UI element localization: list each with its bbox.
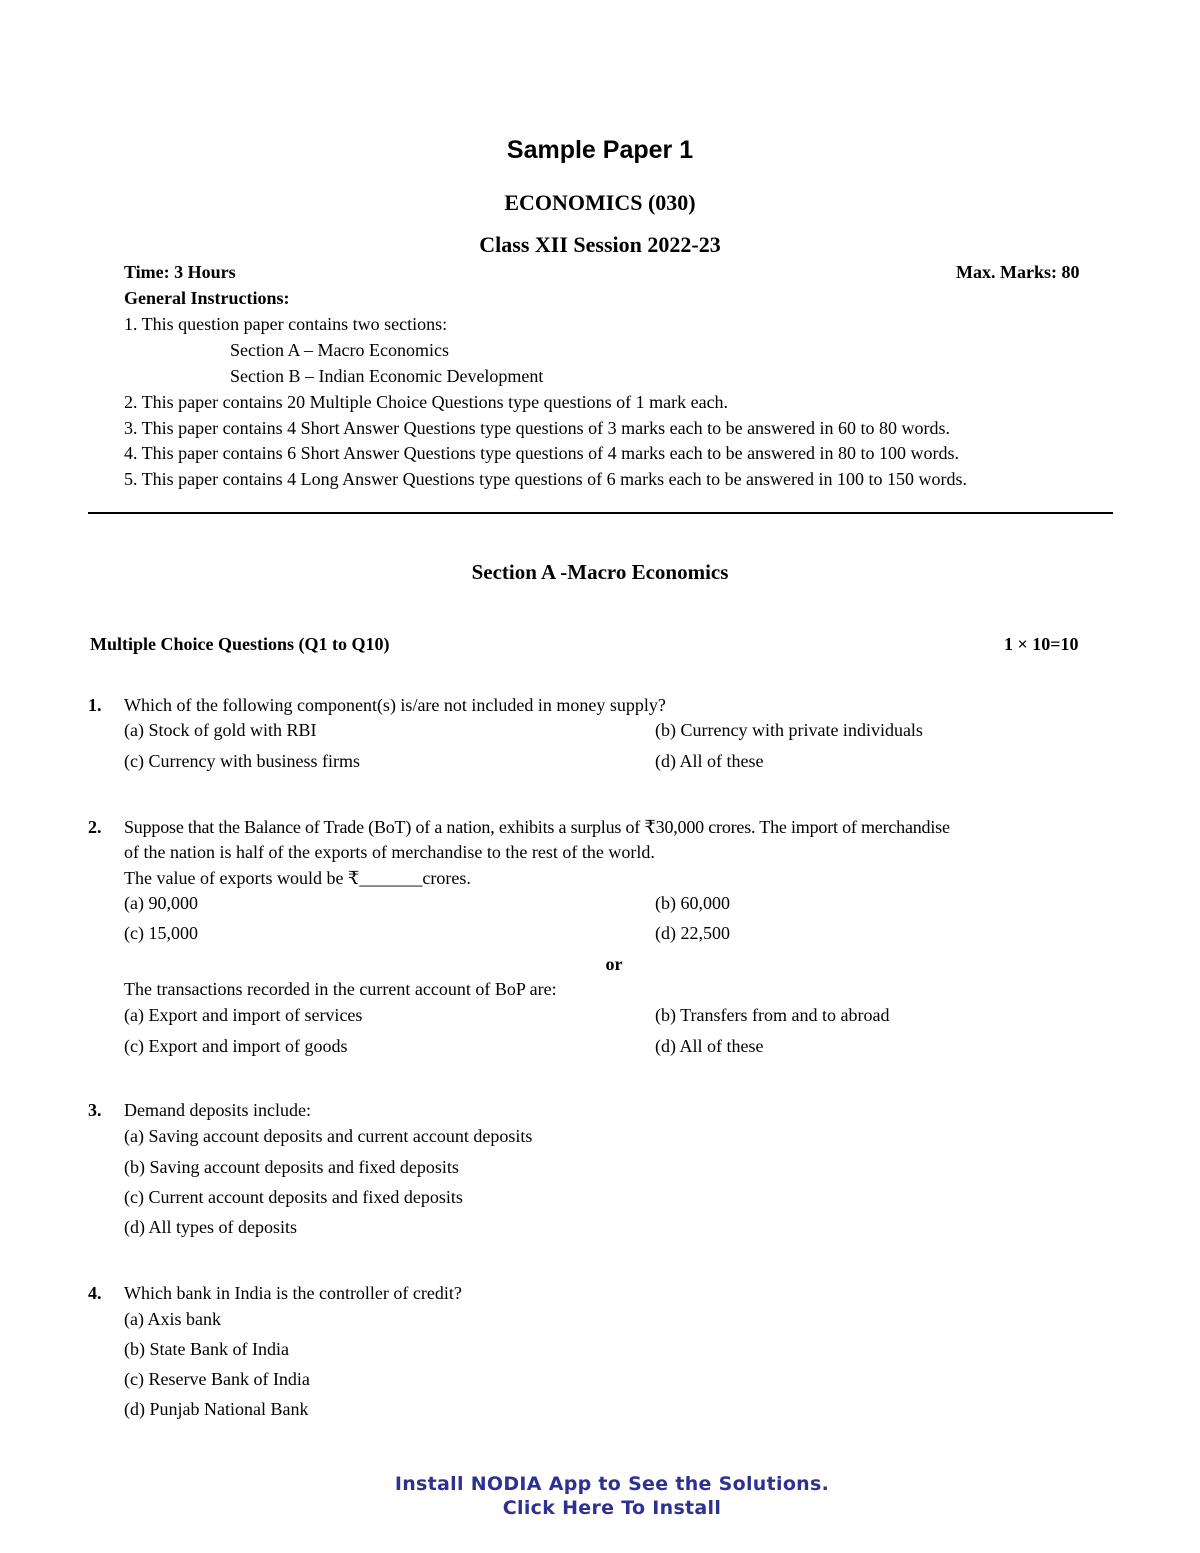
option: (a) Stock of gold with RBI <box>124 720 317 740</box>
mcq-marks: 1 × 10=10 <box>1004 634 1079 654</box>
instructions-heading: General Instructions: <box>124 288 290 308</box>
option: (d) All of these <box>655 751 764 771</box>
question-text: Which bank in India is the controller of credit? <box>124 1283 462 1303</box>
instruction-item: 5. This paper contains 4 Long Answer Questions type questions of 6 marks each to be answered in 100 to 150 words. <box>124 469 968 489</box>
or-separator: or <box>605 954 623 974</box>
option: (b) 60,000 <box>655 893 730 913</box>
option: (c) Export and import of goods <box>124 1036 348 1056</box>
instruction-item: Section A – Macro Economics <box>230 340 449 360</box>
option: (b) State Bank of India <box>124 1339 289 1359</box>
option: (c) Reserve Bank of India <box>124 1369 310 1389</box>
question-text: Which of the following component(s) is/are not included in money supply? <box>124 695 666 715</box>
option: (a) 90,000 <box>124 893 198 913</box>
option: (a) Saving account deposits and current account deposits <box>124 1126 533 1146</box>
option: (d) All of these <box>655 1036 764 1056</box>
paper-title: Sample Paper 1 <box>506 136 694 164</box>
section-title: Section A -Macro Economics <box>471 560 729 584</box>
option: (d) All types of deposits <box>124 1217 297 1237</box>
option: (b) Transfers from and to abroad <box>655 1005 890 1025</box>
divider-rule <box>88 512 1113 514</box>
instruction-item: 4. This paper contains 6 Short Answer Questions type questions of 4 marks each to be answered in 80 to 100 words. <box>124 443 960 463</box>
question-number: 2. <box>88 817 102 837</box>
option: (a) Export and import of services <box>124 1005 363 1025</box>
option: (c) Current account deposits and fixed deposits <box>124 1187 463 1207</box>
question-number: 3. <box>88 1100 102 1120</box>
option: (b) Currency with private individuals <box>655 720 923 740</box>
question-text: Suppose that the Balance of Trade (BoT) of a nation, exhibits a surplus of ₹30,000 crores. The import of merchandise <box>124 817 950 837</box>
question-text: The transactions recorded in the current account of BoP are: <box>124 979 557 999</box>
question-text: of the nation is half of the exports of merchandise to the rest of the world. <box>124 842 655 862</box>
subject-title: ECONOMICS (030) <box>504 190 696 215</box>
install-app-link[interactable]: Install NODIA App to See the Solutions. <box>394 1473 830 1495</box>
instruction-item: 1. This question paper contains two sections: <box>124 314 448 334</box>
question-number: 1. <box>88 695 102 715</box>
mcq-heading: Multiple Choice Questions (Q1 to Q10) <box>90 634 390 654</box>
time-label: Time: 3 Hours <box>124 262 236 282</box>
option: (c) 15,000 <box>124 923 198 943</box>
option: (d) 22,500 <box>655 923 730 943</box>
option: (d) Punjab National Bank <box>124 1399 309 1419</box>
question-text: Demand deposits include: <box>124 1100 311 1120</box>
click-to-install-link[interactable]: Click Here To Install <box>502 1497 722 1519</box>
session-title: Class XII Session 2022-23 <box>479 232 721 257</box>
option: (b) Saving account deposits and fixed deposits <box>124 1157 459 1177</box>
instruction-item: 3. This paper contains 4 Short Answer Questions type questions of 3 marks each to be answered in 60 to 80 words. <box>124 418 951 438</box>
instruction-item: 2. This paper contains 20 Multiple Choice Questions type questions of 1 mark each. <box>124 392 729 412</box>
question-number: 4. <box>88 1283 102 1303</box>
question-text: The value of exports would be ₹_______crores. <box>124 868 471 888</box>
option: (a) Axis bank <box>124 1309 221 1329</box>
max-marks-label: Max. Marks: 80 <box>956 262 1080 282</box>
option: (c) Currency with business firms <box>124 751 360 771</box>
instruction-item: Section B – Indian Economic Development <box>230 366 544 386</box>
